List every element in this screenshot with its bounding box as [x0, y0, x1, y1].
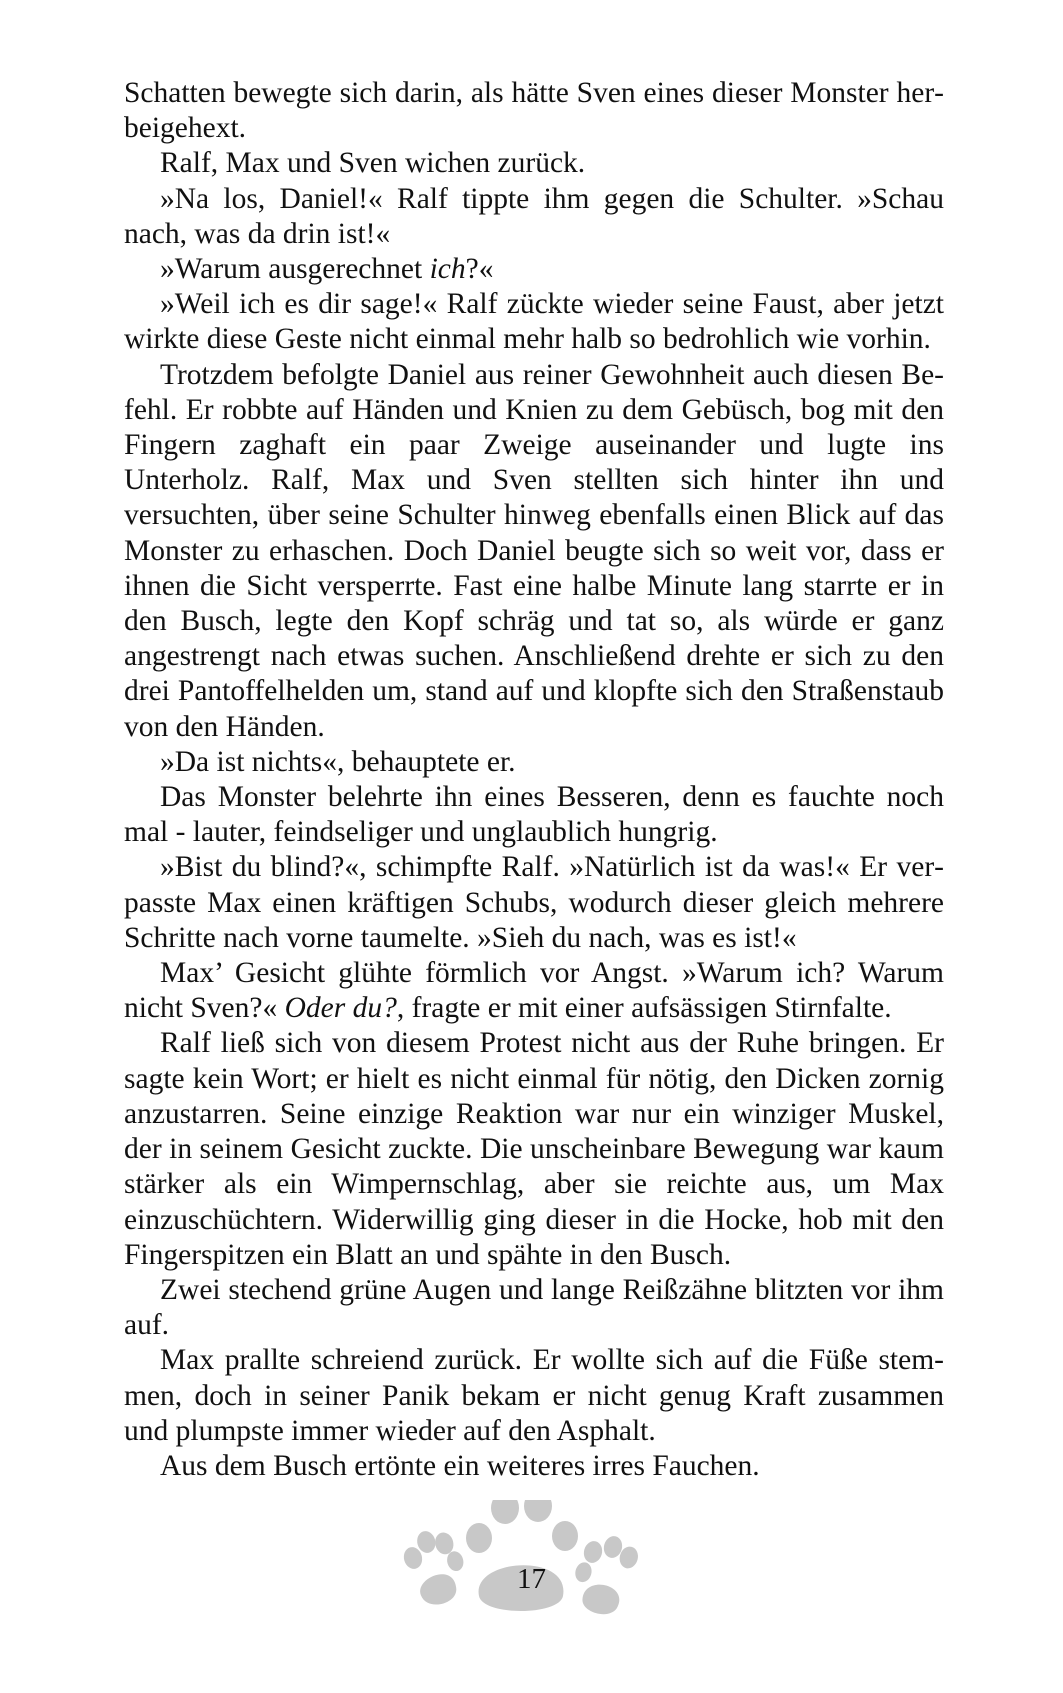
page-number: 17: [517, 1563, 546, 1595]
paragraph: Max’ Gesicht glühte förmlich vor Angst. »Warum ich? Warum nicht Sven?« Oder du?, fragte er mit einer aufsässigen Stirnfalte.: [124, 957, 944, 1025]
paw-prints-icon: [395, 1500, 665, 1620]
paragraph: Max prallte schreiend zurück. Er wollte sich auf die Füße stemmen, doch in seiner Panik bekam er nicht genug Kraft zusammen und plumpste immer wieder auf den Asphalt.: [124, 1344, 944, 1447]
paragraph: Schatten bewegte sich darin, als hätte Sven eines dieser Monster herbeigehext.: [124, 77, 944, 145]
paragraph: Ralf ließ sich von diesem Protest nicht aus der Ruhe bringen. Er sagte kein Wort; er hielt es nicht einmal für nötig, den Dicken zornig anzustarren. Seine einzige Reaktion war nur ein winziger Muskel, der in seinem Gesicht zuckte. Die unscheinbare Bewegung war kaum stärker als ein Wimpernschlag, aber sie reichte aus, um Max einzuschüchtern. Widerwillig ging dieser in die Hocke, hob mit den Fingerspitzen ein Blatt an und spähte in den Busch.: [124, 1027, 944, 1271]
paragraph: Aus dem Busch ertönte ein weiteres irres Fauchen.: [160, 1449, 760, 1482]
page-footer: [0, 1500, 1063, 1640]
paragraph: Das Monster belehrte ihn eines Besseren, denn es fauchte noch mal - lauter, feindseliger und unglaublich hungrig.: [124, 781, 944, 849]
paw-prints-ornament: [398, 1500, 642, 1620]
paragraph: Trotzdem befolgte Daniel aus reiner Gewohnheit auch diesen Befehl. Er robbte auf Händen und Knien zu dem Gebüsch, bog mit den Fingern zaghaft ein paar Zweige auseinander und lugte ins Unterholz. Ralf, Max und Sven stellten sich hinter ihn und versuchten, über seine Schulter hinweg ebenfalls einen Blick auf das Monster zu erhaschen. Doch Daniel beugte sich so weit vor, dass er ihnen die Sicht versperrte. Fast eine halbe Minute lang starrte er in den Busch, legte den Kopf schräg und tat so, als würde er ganz angestrengt nach etwas suchen. Anschließend drehte er sich zu den drei Pantoffelhelden um, stand auf und klopfte sich den Straßenstaub von den Händen.: [124, 358, 944, 743]
paragraph: Zwei stechend grüne Augen und lange Reißzähne blitzten vor ihm auf.: [124, 1273, 944, 1342]
paragraph: »Weil ich es dir sage!« Ralf zückte wieder seine Faust, aber jetzt wirkte diese Geste nicht einmal mehr halb so bedrohlich wie vorhin.: [124, 288, 944, 356]
paragraph: »Warum ausgerechnet ich?«: [160, 253, 494, 286]
body-text: [124, 76, 944, 1484]
paragraph: »Na los, Daniel!« Ralf tippte ihm gegen die Schulter. »Schau nach, was da drin ist!«: [124, 182, 944, 250]
paragraph: »Da ist nichts«, behauptete er.: [160, 745, 516, 778]
paragraph: »Bist du blind?«, schimpfte Ralf. »Natürlich ist da was!« Er verpasste Max einen kräftigen Schubs, wodurch dieser gleich mehrere Schritte nach vorne taumelte. »Sieh du nach, was es ist!«: [124, 851, 944, 954]
paragraph: Ralf, Max und Sven wichen zurück.: [160, 147, 586, 180]
